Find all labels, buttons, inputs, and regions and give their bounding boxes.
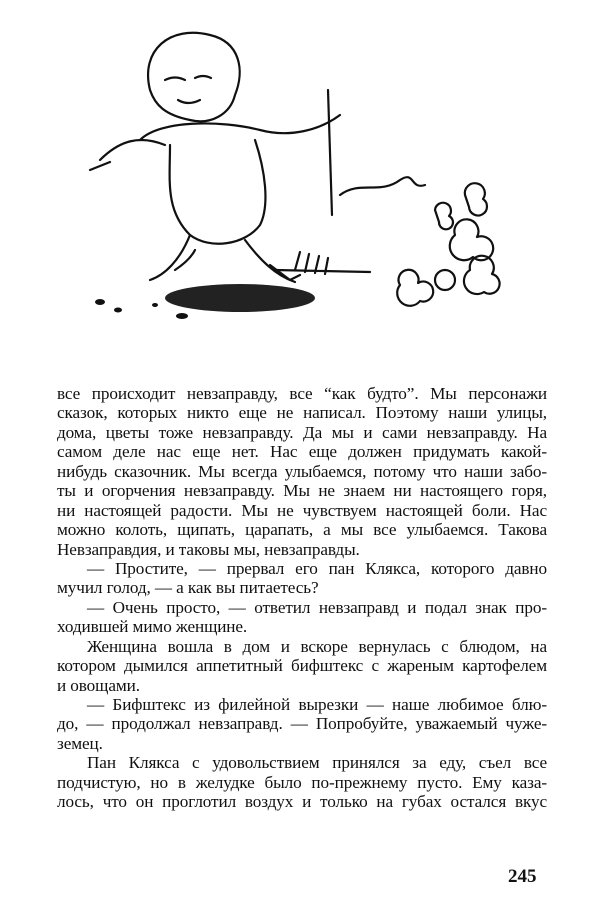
text-line: нибудь сказочник. Мы всегда улыбаемся, потому что наши забо- xyxy=(57,461,547,481)
text-line: мучил голод, — а как вы питаетесь? xyxy=(57,578,319,598)
text-line: — Очень просто, — ответил невзаправд и подал знак про- xyxy=(87,597,547,617)
text-line: и овощами. xyxy=(57,675,140,695)
running-figure-illustration xyxy=(70,20,540,330)
text-line: подчистую, но в желудке было по-прежнему пусто. Ему каза- xyxy=(57,772,547,792)
paragraph xyxy=(57,598,547,637)
paragraph xyxy=(57,753,547,811)
paragraph xyxy=(57,695,547,753)
text-line: Женщина вошла в дом и вскоре вернулась с блюдом, на xyxy=(87,636,547,656)
text-line: котором дымился аппетитный бифштекс с жареным картофелем xyxy=(57,656,547,676)
text-line: до, — продолжал невзаправд. — Попробуйте, уважаемый чуже- xyxy=(57,714,547,734)
paragraph xyxy=(57,384,547,559)
page-number: 245 xyxy=(508,866,537,887)
text-line: Пан Клякса с удовольствием принялся за еду, съел все xyxy=(87,753,547,773)
paragraph xyxy=(57,559,547,598)
text-line: ни настоящей радости. Мы не чувствуем настоящей боли. Нас xyxy=(57,500,547,520)
text-line: земец. xyxy=(57,733,103,753)
text-line: ты и огорчения невзаправду. Мы не знаем ни настоящего горя, xyxy=(57,481,547,501)
text-line: — Бифштекс из филейной вырезки — наше любимое блю- xyxy=(87,695,547,714)
text-line: можно колоть, щипать, царапать, а мы все улыбаемся. Такова xyxy=(57,520,547,540)
body-text xyxy=(57,384,547,812)
paragraph xyxy=(57,637,547,695)
text-line: все происходит невзаправду, все “как будто”. Мы персонажи xyxy=(57,384,547,403)
text-line: дома, цветы тоже невзаправду. Да мы и сами невзаправду. На xyxy=(57,422,547,442)
text-line: ходившей мимо женщине. xyxy=(57,617,248,637)
text-line: сказок, которых никто еще не написал. Поэтому наши улицы, xyxy=(57,403,547,423)
text-line: самом деле нас еще нет. Нас еще должен придумать какой- xyxy=(57,442,547,462)
text-line: — Простите, — прервал его пан Клякса, которого давно xyxy=(87,558,547,578)
text-line: Невзаправдия, и таковы мы, невзаправды. xyxy=(57,539,360,559)
text-line: лось, что он проглотил воздух и только на губах остался вкус xyxy=(57,792,547,812)
